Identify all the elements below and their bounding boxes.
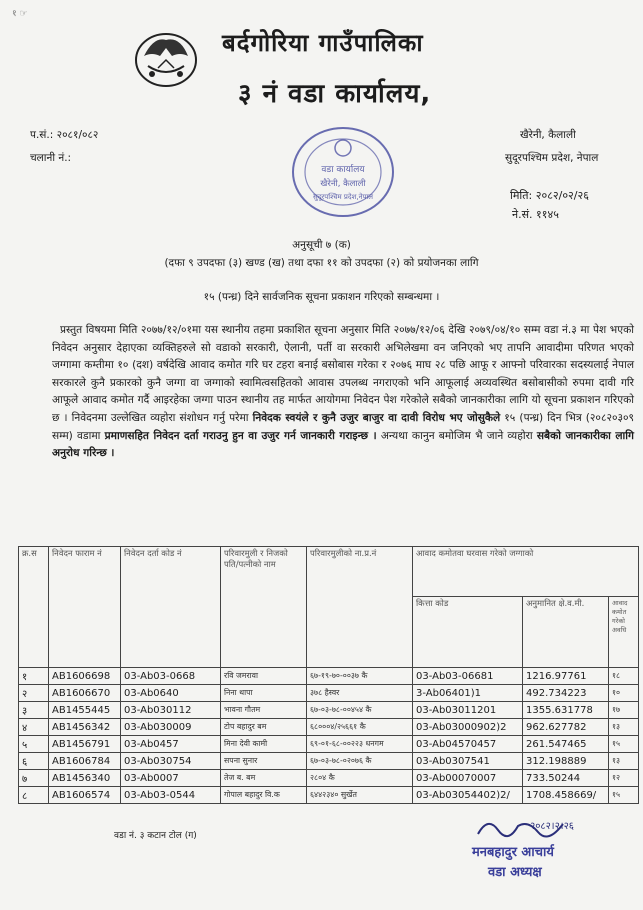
header-form-no: निवेदन फाराम नं <box>49 547 121 668</box>
body-bold-3: सबैको जानकारीका लागि अनुरोध गरिन्छ । <box>52 429 634 460</box>
cell-reg-code: 03-Ab030112 <box>121 702 221 719</box>
cell-plot-code: 03-Ab03-06681 <box>413 668 523 685</box>
cell-years: १७ <box>609 702 639 719</box>
cell-citizenship: ३७८ हैस्वर <box>307 685 413 702</box>
cell-form-no: AB1456340 <box>49 770 121 787</box>
cell-form-no: AB1606670 <box>49 685 121 702</box>
cell-family-head: तेज ब. बम <box>221 770 307 787</box>
cell-reg-code: 03-Ab0007 <box>121 770 221 787</box>
cell-years: १५ <box>609 787 639 804</box>
chalani-number: चलानी नं.: <box>30 152 72 164</box>
signer-title: वडा अध्यक्ष <box>488 865 542 880</box>
cell-family-head: टोप बहादुर बम <box>221 719 307 736</box>
table-header-row <box>19 547 639 597</box>
cell-years: १८ <box>609 668 639 685</box>
cell-plot-code: 03-Ab0307541 <box>413 753 523 770</box>
cell-citizenship: ६७-०३-७८-०२०७६ कै <box>307 753 413 770</box>
cell-family-head: रवि जमरावा <box>221 668 307 685</box>
cell-form-no: AB1456342 <box>49 719 121 736</box>
cell-area: 1355.631778 <box>523 702 609 719</box>
signature-block <box>468 812 618 902</box>
cell-citizenship: ६७-०३-७८-००४५४ कै <box>307 702 413 719</box>
table-row <box>19 685 639 702</box>
cell-family-head: भावना गौतम <box>221 702 307 719</box>
table-row <box>19 753 639 770</box>
reference-number: प.सं.: २०८१/०८२ <box>30 129 99 141</box>
cell-sn: ७ <box>19 770 49 787</box>
cell-area: 733.50244 <box>523 770 609 787</box>
cell-form-no: AB1606574 <box>49 787 121 804</box>
cell-plot-code: 03-Ab04570457 <box>413 736 523 753</box>
svg-text:खैरेनी, कैलाली: खैरेनी, कैलाली <box>320 179 366 189</box>
table-row <box>19 702 639 719</box>
applicant-table <box>18 546 639 804</box>
header-reg-code: निवेदन दर्ता कोड नं <box>121 547 221 668</box>
anusuchi-heading: अनुसूची ७ (क) <box>292 239 351 251</box>
cell-sn: ३ <box>19 702 49 719</box>
body-bold-2: प्रमाणसहित निवेदन दर्ता गराउनु हुन वा उजुर गर्न जानकारी गराइन्छ । <box>104 429 377 442</box>
cell-reg-code: 03-Ab03-0544 <box>121 787 221 804</box>
subject-line: १५ (पन्ध्र) दिने सार्वजनिक सूचना प्रकाशन गरिएको सम्बन्धमा । <box>203 291 440 303</box>
header-family-head: परिवारमुली र निजको पति/पत्नीको नाम <box>221 547 307 668</box>
corner-mark: १ ☞ <box>12 9 28 19</box>
table-row <box>19 736 639 753</box>
cell-form-no: AB1455445 <box>49 702 121 719</box>
cell-sn: ४ <box>19 719 49 736</box>
cell-years: १२ <box>609 770 639 787</box>
office-title: ३ नं वडा कार्यालय, <box>238 79 432 109</box>
header-extra: आवाद कमोत गरेको अवधि <box>609 597 639 668</box>
notice-body <box>52 322 634 463</box>
cell-reg-code: 03-Ab03-0668 <box>121 668 221 685</box>
signer-name: मनबहादुर आचार्य <box>472 845 554 860</box>
nepal-emblem-icon <box>130 26 202 90</box>
cell-area: 492.734223 <box>523 685 609 702</box>
letter-date: मिति: २०८२/०२/२६ <box>510 189 589 202</box>
signature-date: २०८२।२।२६ <box>530 821 574 832</box>
cell-years: १३ <box>609 753 639 770</box>
address-line-2: सुदूरपश्चिम प्रदेश, नेपाल <box>505 152 599 164</box>
cell-area: 312.198889 <box>523 753 609 770</box>
cell-area: 1708.458669/ <box>523 787 609 804</box>
cell-area: 1216.97761 <box>523 668 609 685</box>
header-land-group: आवाद कमोतवा घरवास गरेको जग्गाको <box>413 547 639 597</box>
cell-citizenship: ६८०००४/२५६६१ कै <box>307 719 413 736</box>
cell-area: 261.547465 <box>523 736 609 753</box>
cell-form-no: AB1456791 <box>49 736 121 753</box>
cell-plot-code: 3-Ab06401)1 <box>413 685 523 702</box>
cell-reg-code: 03-Ab030754 <box>121 753 221 770</box>
cell-reg-code: 03-Ab030009 <box>121 719 221 736</box>
cell-citizenship: ६७-१९-७०-००३७ कै <box>307 668 413 685</box>
table-row <box>19 770 639 787</box>
dafa-heading: (दफा ९ उपदफा (३) खण्ड (ख) तथा दफा ११ को उपदफा (२) को प्रयोजनका लागि <box>164 257 479 269</box>
cell-citizenship: ६४४२३४० सुर्खेत <box>307 787 413 804</box>
svg-text:वडा कार्यालय: वडा कार्यालय <box>321 165 365 175</box>
body-text-1: प्रस्तुत विषयमा मिति २०७७/१२/०१मा यस स्थानीय तहमा प्रकाशित सूचना अनुसार मिति २०७७/१२/०६ देखि २०७९/०४/१० सम्म वडा नं.३ मा पेश भएको निवेदन अनुसार देहाएका व्यक्तिहरुले सो वडाको सरकारी, ऐलानी, पर्ती वा सरकारी अभिलेखमा वन जनिएको भए तापनि आवादीमा परिणत भएको जग्गामा कम्तीमा १० (दश) वर्षदेखि आवाद कमोत गरि घर टहरा बनाई बसोबास गरेका र २०७६ माघ २८ पछि आफू र आफ्नो परिवारका सदस्यलाई नेपाल सरकारले कुनै प्रकारको कुनै जग्गा वा जग्गाको स्वामित्वसहितको आवास उपलब्ध नगराएको भनि आफूलाई अव्यवस्थित बसोबासीको रुपमा दावी गरि आफूले आवाद कमोत गर्दै आइरहेका जग्गा पाउन स्थानीय तह मार्फत आयोगमा निवेदन पेश गरेकोले सबैको जानकारीका लागि यो सूचना प्रकाशन गरिएको छ । निवेदनमा उल्लेखित व्यहोरा संशोधन गर्नु परेमा <box>52 324 634 424</box>
cell-sn: ८ <box>19 787 49 804</box>
municipality-title: बर्दगोरिया गाउँपालिका <box>222 29 424 57</box>
cell-plot-code: 03-Ab03000902)2 <box>413 719 523 736</box>
cell-family-head: गोपाल बहादुर वि.क <box>221 787 307 804</box>
cell-years: १० <box>609 685 639 702</box>
cell-reg-code: 03-Ab0457 <box>121 736 221 753</box>
cell-plot-code: 03-Ab03054402)2/ <box>413 787 523 804</box>
cell-years: १५ <box>609 736 639 753</box>
table-row <box>19 668 639 685</box>
body-bold-1: निवेदक स्वयंले र कुनै उजुर बाजुर वा दावी विरोध भए जोसुकैले <box>252 411 501 424</box>
date-block <box>510 186 589 224</box>
cell-reg-code: 03-Ab0640 <box>121 685 221 702</box>
cell-sn: २ <box>19 685 49 702</box>
cell-form-no: AB1606698 <box>49 668 121 685</box>
cell-sn: ६ <box>19 753 49 770</box>
cell-family-head: मिना देवी कामी <box>221 736 307 753</box>
cell-plot-code: 03-Ab00070007 <box>413 770 523 787</box>
table-row <box>19 787 639 804</box>
cell-plot-code: 03-Ab03011201 <box>413 702 523 719</box>
table-row <box>19 719 639 736</box>
body-text-3: अन्यथा कानुन बमोजिम भै जाने व्यहोरा <box>376 429 537 442</box>
address-line-1: खैरेनी, कैलाली <box>520 129 576 141</box>
footer-location: वडा नं. ३ कटान टोल (ग) <box>114 831 197 841</box>
header-area: अनुमानित क्षे.व.मी. <box>523 597 609 668</box>
nepal-sambat: ने.सं. ११४५ <box>512 208 559 221</box>
cell-citizenship: २८०४ कै <box>307 770 413 787</box>
cell-area: 962.627782 <box>523 719 609 736</box>
body-text-2: १५ (पन्ध्र) दिन भित्र (२०८२०३०९ सम्म) वडामा <box>52 411 634 442</box>
cell-years: १३ <box>609 719 639 736</box>
svg-text:सुदूरपश्चिम प्रदेश,नेपाल: सुदूरपश्चिम प्रदेश,नेपाल <box>312 193 374 201</box>
cell-sn: ५ <box>19 736 49 753</box>
office-stamp-icon <box>288 120 398 220</box>
header-plot-code: कित्ता कोड <box>413 597 523 668</box>
cell-sn: १ <box>19 668 49 685</box>
cell-form-no: AB1606784 <box>49 753 121 770</box>
cell-family-head: निना थापा <box>221 685 307 702</box>
header-citizenship: परिवारमुलीको ना.प्र.नं <box>307 547 413 668</box>
cell-family-head: सपना सुनार <box>221 753 307 770</box>
header-sn: क्र.स <box>19 547 49 668</box>
cell-citizenship: ६९-०१-६८-००२२३ धनगम <box>307 736 413 753</box>
